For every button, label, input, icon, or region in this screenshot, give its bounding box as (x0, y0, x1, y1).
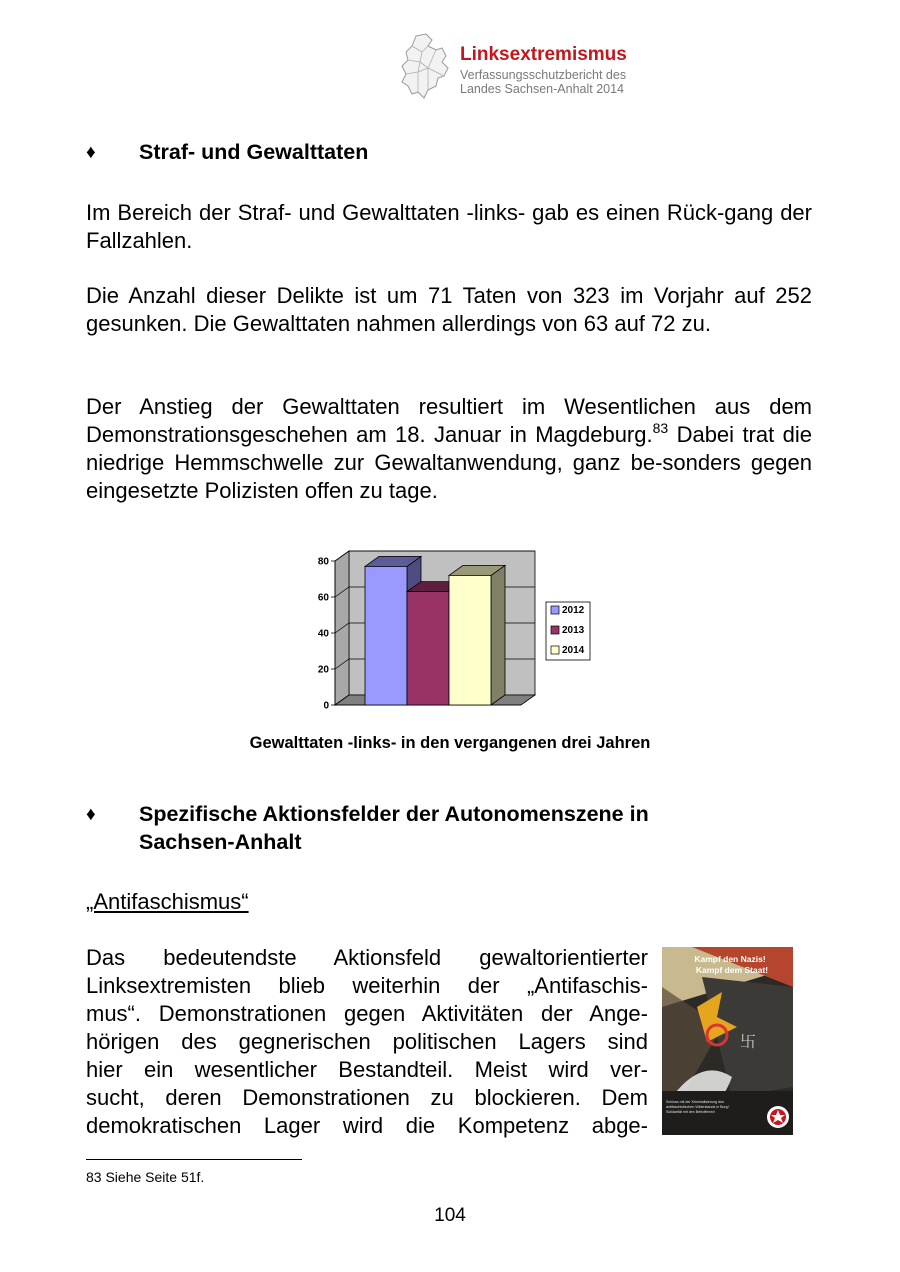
section1-paragraph-2: Die Anzahl dieser Delikte ist um 71 Taten von 323 im Vorjahr auf 252 gesunken. Die Gewalttaten nahmen allerdings von 63 auf 72 zu. (86, 283, 812, 336)
chart-legend-label-2013: 2013 (562, 625, 585, 636)
violence-bar-chart (300, 545, 600, 715)
section1-paragraph-3 (86, 393, 812, 505)
body-line-2: Linksextremisten blieb weiterhin der „Antifaschis- (86, 973, 648, 998)
body-line-5: hier ein wesentlicher Bestandteil. Meist wird ver- (86, 1057, 648, 1082)
chart-legend-swatch-2014 (551, 646, 559, 654)
section2-heading-line2: Sachsen-Anhalt (139, 830, 302, 854)
saxony-anhalt-map-logo (398, 32, 454, 100)
body-line-7: demokratischen Lager wird die Kompetenz abge- (86, 1113, 648, 1138)
section1-bullet: ♦ (86, 142, 96, 163)
chart-y-tick-label: 60 (317, 592, 329, 604)
chart-y-tick-label: 0 (323, 700, 329, 712)
chart-legend-swatch-2013 (551, 626, 559, 634)
page-number: 104 (434, 1205, 466, 1226)
header-subtitle-line2: Landes Sachsen-Anhalt 2014 (460, 82, 625, 96)
chart-y-tick-label: 80 (317, 556, 329, 568)
poster-headline-1: Kampf den Nazis! (694, 954, 766, 964)
chart-legend-label-2014: 2014 (562, 645, 585, 656)
body-line-1: Das bedeutendste Aktionsfeld gewaltorientierter (86, 945, 648, 970)
footnote-reference[interactable]: 83 (652, 420, 669, 436)
poster-text-2: antifaschistischen Widerstands in Burg! (666, 1105, 729, 1109)
footnote-divider (86, 1159, 302, 1160)
svg-text:卐: 卐 (740, 1032, 757, 1051)
header-subtitle-line1: Verfassungsschutzbericht des (460, 68, 627, 82)
poster-text-1: Schluss mit der Kriminalisierung des (666, 1100, 724, 1104)
antifa-poster-image (662, 947, 793, 1135)
poster-text-3: Solidarität mit den Betroffenen! (666, 1110, 716, 1114)
poster-headline-2: Kampf dem Staat! (695, 965, 769, 975)
section2-bullet: ♦ (86, 804, 96, 825)
section1-paragraph-1: Im Bereich der Straf- und Gewalttaten -links- gab es einen Rück-gang der Fallzahlen. (86, 200, 812, 253)
chart-y-tick-label: 20 (317, 664, 329, 676)
paragraph-3-text-b: Dabei trat die niedrige Hemmschwelle zur Gewaltanwendung, ganz be-sonders gegen eingesetzte Polizisten offen zu tage. (86, 422, 812, 503)
header-title: Linksextremismus (460, 44, 627, 65)
chart-caption: Gewalttaten -links- in den vergangenen drei Jahren (249, 734, 651, 752)
chart-bar-2012 (365, 566, 407, 705)
chart-bar-2013 (407, 592, 449, 705)
section1-heading: Straf- und Gewalttaten (139, 140, 369, 164)
body-line-6: sucht, deren Demonstrationen zu blockieren. Dem (86, 1085, 648, 1110)
chart-legend-label-2012: 2012 (562, 605, 585, 616)
paragraph-3-text-a: Der Anstieg der Gewalttaten resultiert im Wesentlichen aus dem Demonstrationsgeschehen am 18. Januar in Magdeburg. (86, 394, 812, 447)
footnote-83: 83 Siehe Seite 51f. (86, 1169, 205, 1185)
body-line-4: hörigen des gegnerischen politischen Lagers sind (86, 1029, 648, 1054)
antifaschismus-subheading: „Antifaschismus“ (86, 889, 249, 914)
chart-bar-side-2014 (491, 565, 505, 705)
chart-legend-swatch-2012 (551, 606, 559, 614)
chart-bar-2014 (449, 575, 491, 705)
section2-heading-line1: Spezifische Aktionsfelder der Autonomenszene in (139, 802, 649, 826)
chart-y-tick-label: 40 (317, 628, 329, 640)
body-line-3: mus“. Demonstrationen gegen Aktivitäten der Ange- (86, 1001, 648, 1026)
